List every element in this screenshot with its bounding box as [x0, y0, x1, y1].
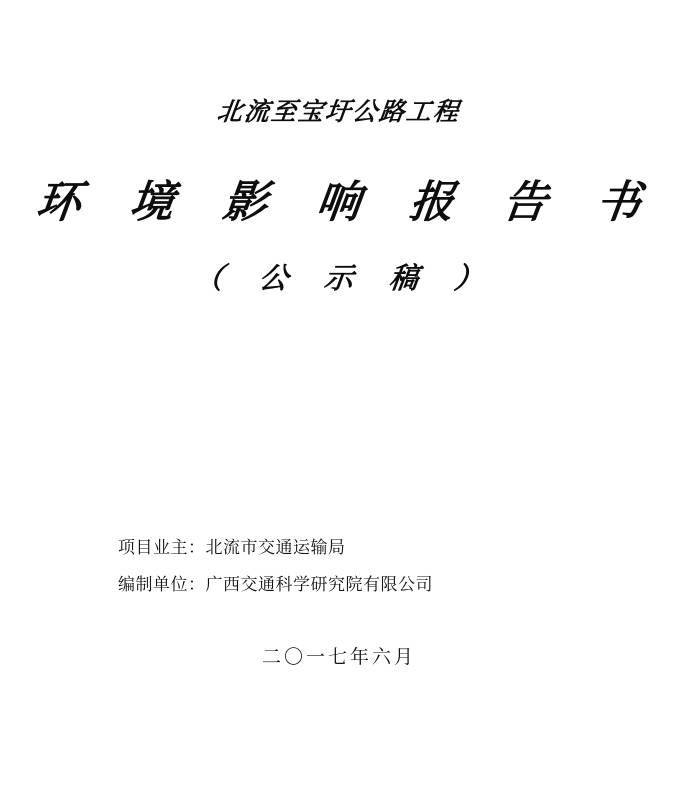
project-title: 北流至宝圩公路工程	[215, 97, 463, 126]
meta-row-preparer	[118, 567, 578, 604]
title-block	[0, 0, 678, 297]
meta-value-preparer: 广西交通科学研究院有限公司	[205, 575, 433, 595]
document-subtitle: （ 公 示 稿 ）	[192, 261, 499, 295]
page-title: 环 境 影 响 报 告 书	[33, 177, 661, 228]
meta-label-owner: 项目业主：	[118, 538, 206, 558]
meta-label-preparer: 编制单位：	[118, 575, 206, 595]
meta-value-owner: 北流市交通运输局	[205, 538, 346, 558]
meta-row-owner	[118, 530, 578, 567]
document-meta	[118, 530, 578, 604]
document-date: 二〇一七年六月	[261, 646, 416, 668]
